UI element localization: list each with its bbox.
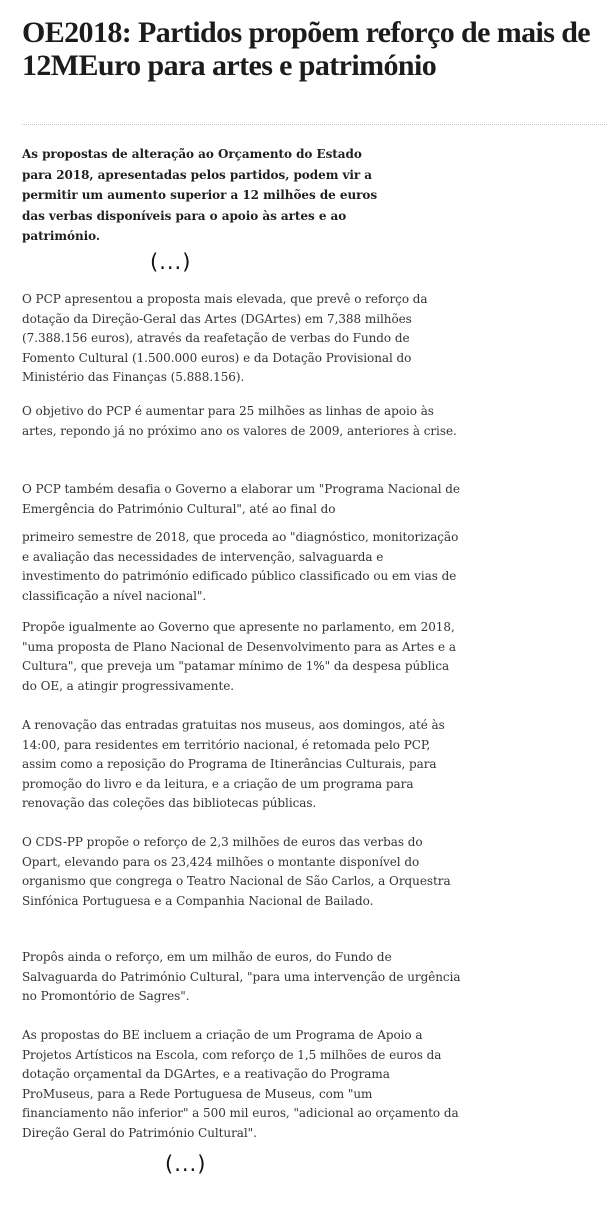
paragraph-5: Propõe igualmente ao Governo que apresente no parlamento, em 2018, "uma proposta de Plano Nacional de Desenvolvimento para as Artes e a Cultura", que preveja um "patamar mínimo de 1%" da despesa pública do OE, a atingir progressivamente. bbox=[22, 620, 456, 693]
paragraph-7: O CDS-PP propõe o reforço de 2,3 milhões de euros das verbas do Opart, elevando para os 23,424 milhões o montante disponível do organismo que congrega o Teatro Nacional de São Carlos, a Orquestra Sinfónica Portuguesa e a Companhia Nacional de Bailado. bbox=[22, 835, 451, 908]
paragraph-8: Propôs ainda o reforço, em um milhão de euros, do Fundo de Salvaguarda do Património Cultural, "para uma intervenção de urgência no Promontório de Sagres". bbox=[22, 950, 461, 1003]
article-title: OE2018: Partidos propõem reforço de mais de 12MEuro para artes e património bbox=[22, 16, 591, 82]
paragraph-1: O PCP apresentou a proposta mais elevada, que prevê o reforço da dotação da Direção-Geral das Artes (DGArtes) em 7,388 milhões (7.388.156 euros), através da reafetação de verbas do Fundo de Fomento Cultural (1.500.000 euros) e da Dotação Provisional do Ministério das Finanças (5.888.156). bbox=[22, 292, 428, 384]
paragraph-2: O objetivo do PCP é aumentar para 25 milhões as linhas de apoio às artes, repondo já no próximo ano os valores de 2009, anteriores à crise. bbox=[22, 404, 457, 438]
title-divider bbox=[22, 124, 607, 125]
paragraph-6: A renovação das entradas gratuitas nos museus, aos domingos, até às 14:00, para residentes em território nacional, é retomada pelo PCP, assim como a reposição do Programa de Itinerâncias Culturais, para promoção do livro e da leitura, e a criação de um programa para renovação das coleções das bibliotecas públicas. bbox=[22, 718, 445, 810]
paragraph-4: primeiro semestre de 2018, que proceda ao "diagnóstico, monitorização e avaliação das necessidades de intervenção, salvaguarda e investimento do património edificado público classificado ou em vias de classificação a nível nacional". bbox=[22, 530, 459, 603]
ellipsis-bottom: (...) bbox=[165, 1152, 207, 1176]
paragraph-3: O PCP também desafia o Governo a elaborar um "Programa Nacional de Emergência do Património Cultural", até ao final do bbox=[22, 482, 460, 516]
paragraph-9: As propostas do BE incluem a criação de um Programa de Apoio a Projetos Artísticos na Escola, com reforço de 1,5 milhões de euros da dotação orçamental da DGArtes, e a reativação do Programa ProMuseus, para a Rede Portuguesa de Museus, com "um financiamento não inferior" a 500 mil euros, "adicional ao orçamento da Direção Geral do Património Cultural". bbox=[22, 1028, 459, 1140]
ellipsis-top: (...) bbox=[150, 250, 192, 274]
article-lead: As propostas de alteração ao Orçamento do Estado para 2018, apresentadas pelos partidos, podem vir a permitir um aumento superior a 12 milhões de euros das verbas disponíveis para o apoio às artes e ao património. bbox=[22, 147, 378, 243]
